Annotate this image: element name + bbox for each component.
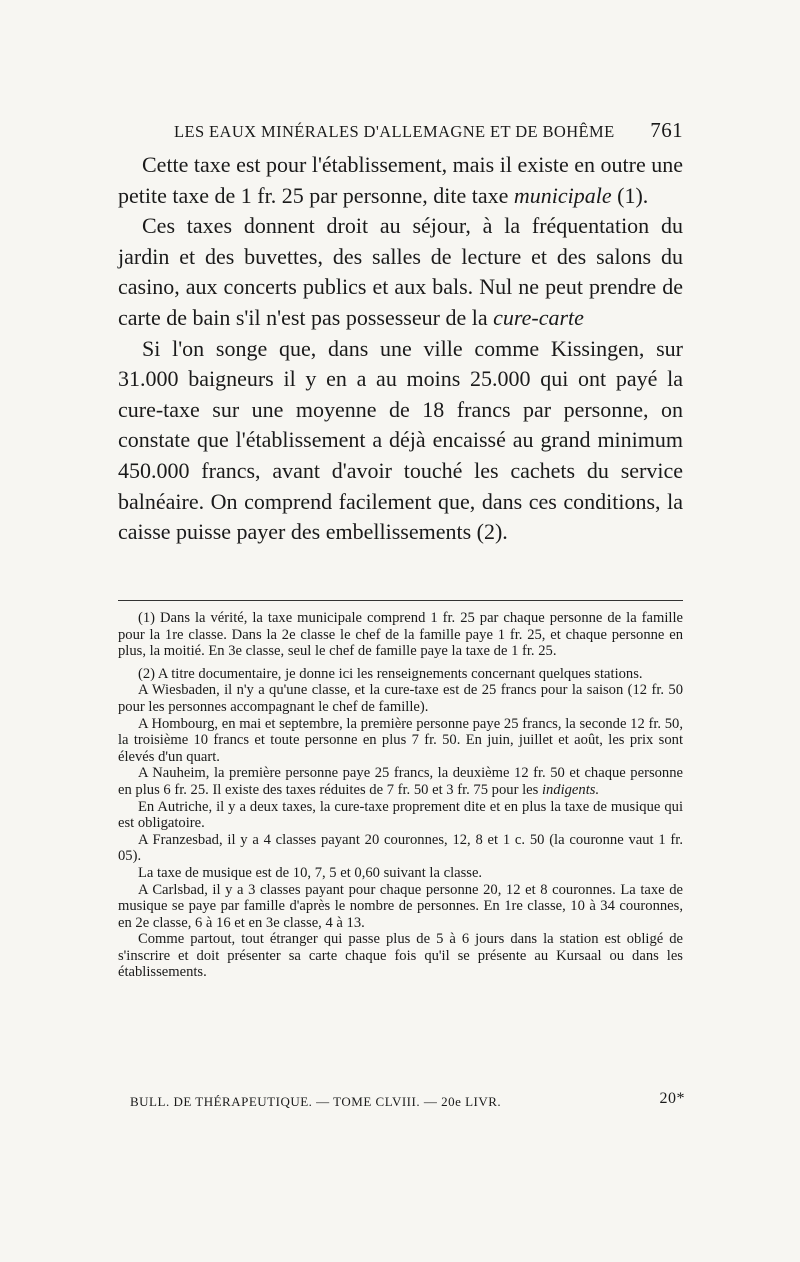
paragraph-2-emphasis: cure-carte bbox=[493, 304, 584, 330]
footer-journal: BULL. DE THÉRAPEUTIQUE. — TOME CLVIII. — 20e LIVR. bbox=[130, 1094, 502, 1109]
footnote-2-autriche: En Autriche, il y a deux taxes, la cure-taxe proprement dite et en plus la taxe de musique qui est obligatoire. bbox=[118, 798, 683, 832]
footnote-1: (1) Dans la vérité, la taxe municipale comprend 1 fr. 25 par chaque personne de la famille pour la 1re classe. Dans la 2e classe le chef de la famille paye 1 fr. 25, et chaque personne en plus, la moitié. En 3e classe, seul le chef de famille paye la taxe de 1 fr. 25. bbox=[118, 610, 683, 660]
page-footer bbox=[130, 1090, 685, 1114]
footnote-2-nauheim-emphasis: indigents. bbox=[541, 781, 600, 798]
footnote-2-carlsbad: A Carlsbad, il y a 3 classes payant pour chaque personne 20, 12 et 8 couronnes. La taxe de musique se paye par famille d'après le nombre de personnes. En 1re classe, 10 à 34 couronnes, en 2e classe, 6 à 16 et en 3e classe, 4 à 13. bbox=[118, 881, 683, 931]
footnote-2-musique: La taxe de musique est de 10, 7, 5 et 0,60 suivant la classe. bbox=[138, 864, 483, 881]
footnote-2-nauheim-text: A Nauheim, la première personne paye 25 francs, la deuxième 12 fr. 50 et chaque personne en plus 6 fr. 25. Il existe des taxes réduites de 7 fr. 50 et 3 fr. 75 pour les bbox=[118, 765, 683, 798]
footer-signature: 20* bbox=[659, 1090, 685, 1107]
page-number: 761 bbox=[650, 118, 683, 142]
main-text bbox=[118, 150, 683, 548]
paragraph-1-text: Cette taxe est pour l'établissement, mais il existe en outre une petite taxe de 1 fr. 25 par personne, dite taxe bbox=[118, 152, 683, 208]
footnotes bbox=[118, 610, 683, 981]
paragraph-1-end: (1). bbox=[611, 182, 649, 208]
footnote-2-hombourg: A Hombourg, en mai et septembre, la première personne paye 25 francs, la seconde 12 fr. 50, la troisième 10 francs et toute personne en plus 7 fr. 50. En juin, juillet et août, les prix sont élevés d'un quart. bbox=[118, 715, 683, 765]
footnote-2-nauheim bbox=[118, 765, 683, 798]
paragraph-2 bbox=[118, 211, 683, 333]
footnote-2-franzesbad: A Franzesbad, il y a 4 classes payant 20 couronnes, 12, 8 et 1 c. 50 (la couronne vaut 1 fr. 05). bbox=[118, 831, 683, 865]
footnote-separator bbox=[118, 600, 683, 601]
paragraph-1 bbox=[118, 150, 683, 211]
paragraph-1-emphasis: municipale bbox=[513, 182, 612, 208]
paragraph-2-text: Ces taxes donnent droit au séjour, à la fréquentation du jardin et des buvettes, des salles de lecture et des salons du casino, aux concerts publics et aux bals. Nul ne peut prendre de carte de bain s'il n'est pas possesseur de la bbox=[118, 213, 683, 330]
footnote-2-wiesbaden: A Wiesbaden, il n'y a qu'une classe, et la cure-taxe est de 25 francs pour la saison (12 fr. 50 pour les personnes accompagnant le chef de famille). bbox=[118, 682, 683, 715]
footnote-2-partout: Comme partout, tout étranger qui passe plus de 5 à 6 jours dans la station est obligé de s'inscrire et doit présenter sa carte chaque fois qu'il se présente au Kursaal ou dans les établissements. bbox=[118, 931, 683, 981]
running-header bbox=[118, 118, 683, 146]
paragraph-3: Si l'on songe que, dans une ville comme Kissingen, sur 31.000 baigneurs il y en a au moins 25.000 qui ont payé la cure-taxe sur une moyenne de 18 francs par personne, on constate que l'établissement a déjà encaissé au grand minimum 450.000 francs, avant d'avoir touché les cachets du service balnéaire. On comprend facilement que, dans ces conditions, la caisse puisse payer des embellissements (2). bbox=[118, 335, 683, 545]
running-title: LES EAUX MINÉRALES D'ALLEMAGNE ET DE BOHÊME bbox=[174, 122, 615, 141]
footnote-2: (2) A titre documentaire, je donne ici les renseignements concernant quelques stations. bbox=[138, 665, 643, 682]
